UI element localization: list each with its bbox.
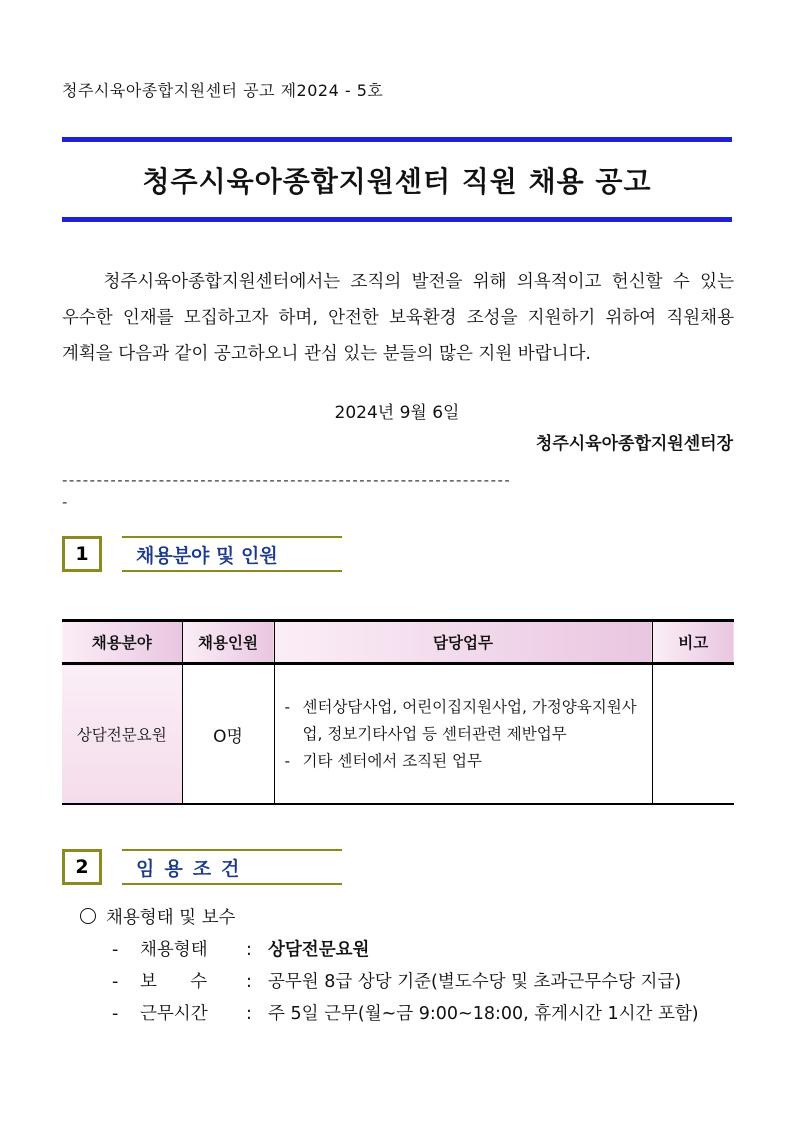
- signer: 청주시육아종합지원센터장: [535, 434, 733, 454]
- cell-note: [652, 664, 734, 805]
- duty-text: 기타 센터에서 조직된 업무: [302, 751, 482, 770]
- condition-label: 채용형태: [140, 940, 208, 960]
- header-count: 채용인원: [182, 621, 274, 664]
- intro-paragraph: [62, 264, 734, 372]
- duty-marker: -: [284, 697, 291, 716]
- conditions-heading: [80, 902, 699, 934]
- conditions-list: [80, 902, 699, 1030]
- dashed-divider-tail: -: [62, 493, 68, 511]
- section-1-number: 1: [62, 536, 102, 572]
- duty-text: 센터상담사업, 어린이집지원사업, 가정양육지원사업, 정보기타사업 등 센터관련 제반업무: [302, 697, 637, 743]
- header-duties: 담당업무: [274, 621, 652, 664]
- circle-bullet-icon: [80, 908, 96, 924]
- duty-marker: -: [284, 751, 291, 770]
- section-2-title: 임용조건: [122, 849, 342, 885]
- condition-label: 근무시간: [140, 1004, 208, 1024]
- table-header-row: [62, 621, 734, 664]
- conditions-heading-text: 채용형태 및 보수: [106, 908, 236, 928]
- header-note: 비고: [652, 621, 734, 664]
- cell-count: O명: [182, 664, 274, 805]
- condition-row: - 채용형태 : 상담전문요원: [80, 934, 699, 966]
- cell-field: 상담전문요원: [62, 664, 182, 805]
- dashed-divider: -----------------------------------------------------------------: [62, 471, 512, 489]
- condition-value: 상담전문요원: [268, 940, 370, 960]
- table-row: [62, 664, 734, 805]
- title-rule-bottom: [62, 217, 732, 222]
- condition-label: 보 수: [140, 972, 208, 992]
- document-title: 청주시육아종합지원센터 직원 채용 공고: [142, 165, 652, 198]
- condition-value: 공무원 8급 상당 기준(별도수당 및 초과근무수당 지급): [268, 972, 682, 992]
- section-1-title: 채용분야 및 인원: [122, 536, 342, 572]
- condition-value: 주 5일 근무(월~금 9:00~18:00, 휴게시간 1시간 포함): [268, 1004, 699, 1024]
- section-2-number: 2: [62, 849, 102, 885]
- notice-date: 2024년 9월 6일: [334, 403, 460, 423]
- intro-text: 청주시육아종합지원센터에서는 조직의 발전을 위해 의욕적이고 헌신할 수 있는 우수한 인재를 모집하고자 하며, 안전한 보육환경 조성을 지원하기 위하여 직원채용 계획을 다음과 같이 공고하오니 관심 있는 분들의 많은 지원 바랍니다.: [62, 272, 734, 364]
- cell-duties: [274, 664, 652, 805]
- header-field: 채용분야: [62, 621, 182, 664]
- condition-row: - 보 수 : 공무원 8급 상당 기준(별도수당 및 초과근무수당 지급): [80, 966, 699, 998]
- recruitment-table: [62, 619, 734, 805]
- duty-item: [285, 694, 646, 748]
- duty-item: [285, 748, 646, 775]
- condition-row: - 근무시간 : 주 5일 근무(월~금 9:00~18:00, 휴게시간 1시간 포함): [80, 998, 699, 1030]
- title-rule-top: [62, 137, 732, 142]
- notice-number: 청주시육아종합지원센터 공고 제2024 - 5호: [62, 81, 384, 100]
